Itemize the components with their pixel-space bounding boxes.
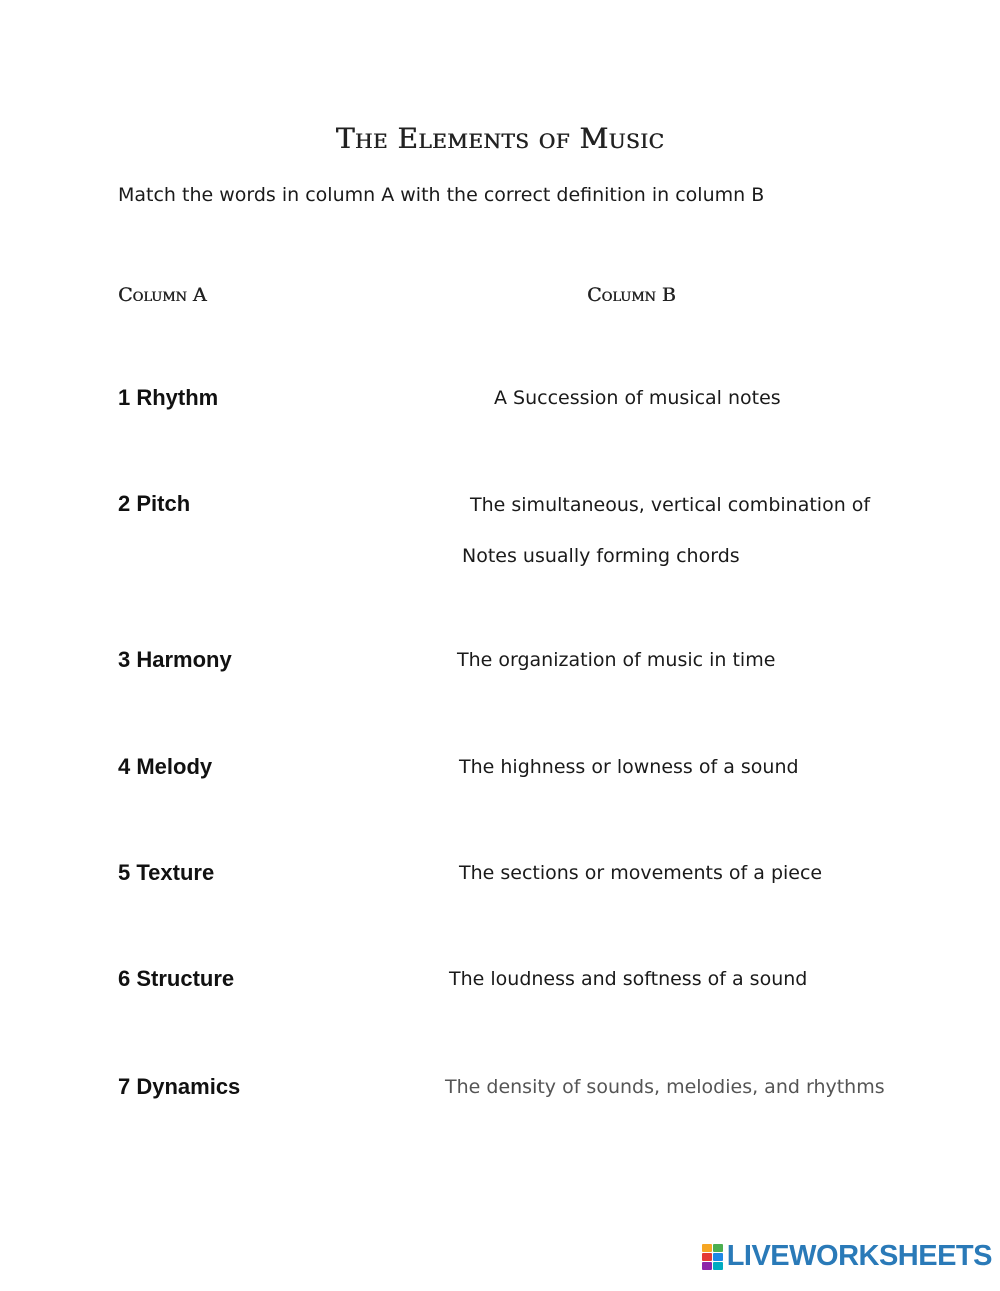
logo-block <box>713 1253 723 1261</box>
logo-block <box>702 1244 712 1252</box>
term-pitch[interactable]: 2 Pitch <box>118 491 191 516</box>
term-structure[interactable]: 6 Structure <box>118 966 235 991</box>
definition-density-of-sounds[interactable]: The density of sounds, melodies, and rhythms <box>445 1076 885 1098</box>
definition-organization-in-time[interactable]: The organization of music in time <box>457 649 776 671</box>
logo-block <box>702 1262 712 1270</box>
definition-vertical-combination-continued[interactable]: Notes usually forming chords <box>462 545 740 567</box>
liveworksheets-logo <box>702 1240 992 1273</box>
term-rhythm[interactable]: 1 Rhythm <box>118 385 219 410</box>
term-melody[interactable]: 4 Melody <box>118 754 213 779</box>
instructions: Match the words in column A with the correct definition in column B <box>118 184 765 206</box>
definition-highness-or-lowness[interactable]: The highness or lowness of a sound <box>459 756 799 778</box>
logo-blocks-icon <box>702 1244 723 1270</box>
logo-block <box>713 1244 723 1252</box>
logo-text: LIVEWORKSHEETS <box>726 1240 992 1272</box>
logo-block <box>713 1262 723 1270</box>
definition-succession-of-notes[interactable]: A Succession of musical notes <box>494 387 781 409</box>
definition-sections-or-movements[interactable]: The sections or movements of a piece <box>459 862 823 884</box>
column-a-header: Column A <box>118 284 207 306</box>
definition-vertical-combination[interactable]: The simultaneous, vertical combination of <box>470 494 871 516</box>
term-texture[interactable]: 5 Texture <box>118 860 215 885</box>
term-harmony[interactable]: 3 Harmony <box>118 647 232 672</box>
logo-block <box>702 1253 712 1261</box>
column-b-header: Column B <box>587 284 676 306</box>
term-dynamics[interactable]: 7 Dynamics <box>118 1074 241 1099</box>
definition-loudness-and-softness[interactable]: The loudness and softness of a sound <box>449 968 808 990</box>
page-title: The Elements of Music <box>335 122 665 155</box>
